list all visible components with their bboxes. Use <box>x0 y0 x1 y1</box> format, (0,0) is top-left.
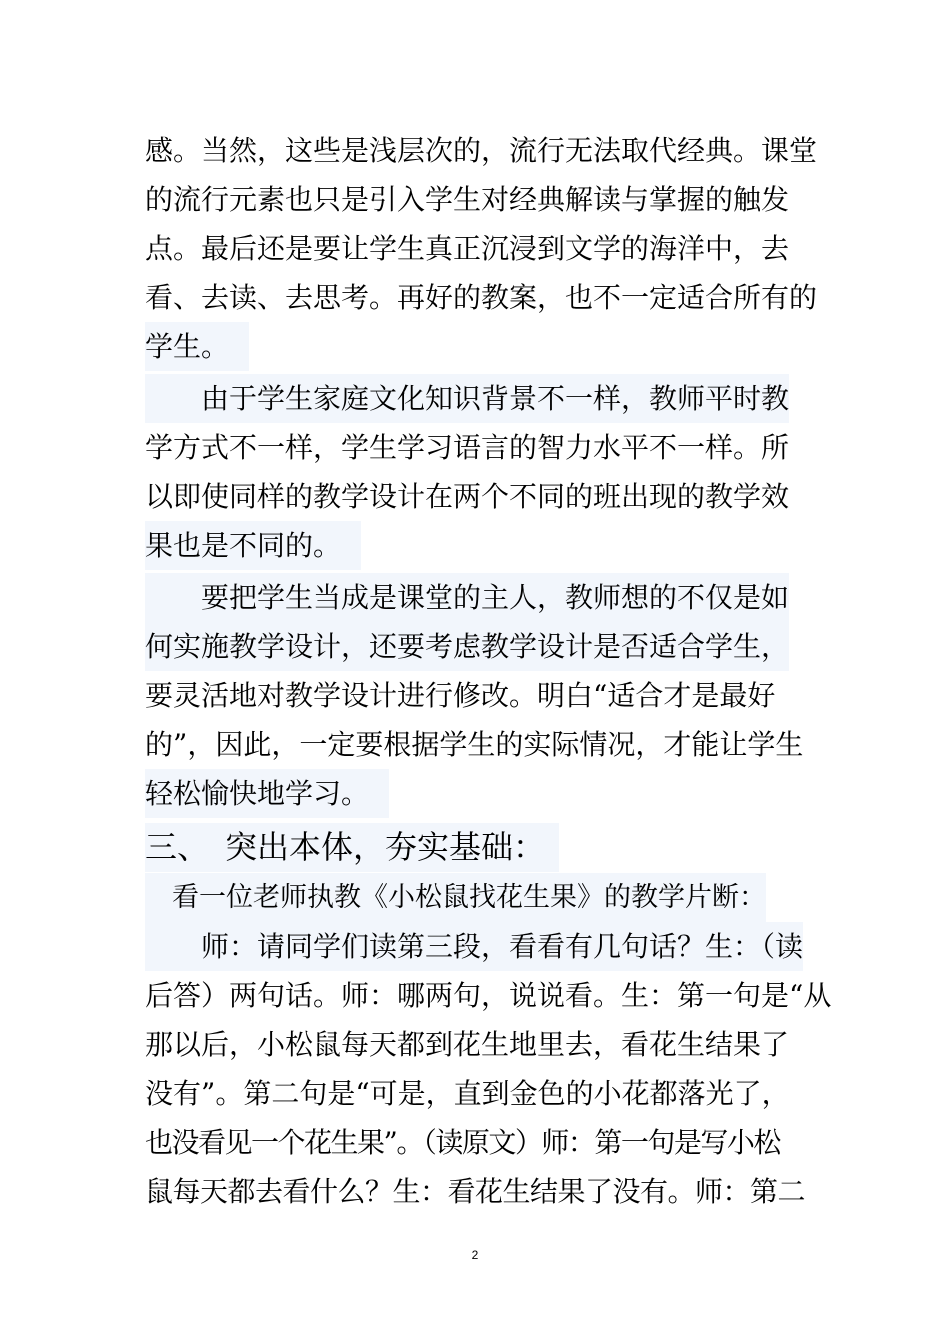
body-line: 师：请同学们读第三段，看看有几句话？生：（读 <box>145 922 803 971</box>
body-line: 感。当然，这些是浅层次的，流行无法取代经典。课堂 <box>145 134 818 167</box>
body-line: 学方式不一样，学生学习语言的智力水平不一样。所 <box>145 431 790 464</box>
body-line: 点。最后还是要让学生真正沉浸到文学的海洋中，去 <box>145 232 790 265</box>
body-line: 看一位老师执教《小松鼠找花生果》的教学片断： <box>145 873 766 922</box>
body-line: 何实施教学设计，还要考虑教学设计是否适合学生， <box>145 622 789 671</box>
body-line: 后答）两句话。师：哪两句，说说看。生：第一句是“从 <box>145 979 832 1012</box>
body-line: 轻松愉快地学习。 <box>145 769 389 818</box>
body-line: 要灵活地对教学设计进行修改。明白“适合才是最好 <box>145 679 776 712</box>
body-line: 由于学生家庭文化知识背景不一样，教师平时教 <box>145 374 789 423</box>
body-line: 看、去读、去思考。再好的教案，也不一定适合所有的 <box>145 281 818 314</box>
body-line: 要把学生当成是课堂的主人，教师想的不仅是如 <box>145 573 789 622</box>
body-line: 那以后，小松鼠每天都到花生地里去，看花生结果了 <box>145 1028 790 1061</box>
body-line: 的”，因此，一定要根据学生的实际情况，才能让学生 <box>145 728 804 761</box>
body-line: 果也是不同的。 <box>145 521 361 570</box>
section-heading: 三、 突出本体，夯实基础： <box>145 823 559 872</box>
body-line: 的流行元素也只是引入学生对经典解读与掌握的触发 <box>145 183 790 216</box>
body-line: 也没看见一个花生果”。（读原文）师：第一句是写小松 <box>145 1126 780 1159</box>
body-line: 以即使同样的教学设计在两个不同的班出现的教学效 <box>145 480 790 513</box>
body-line: 学生。 <box>145 322 249 371</box>
body-line: 鼠每天都去看什么？生：看花生结果了没有。师：第二 <box>145 1175 806 1208</box>
body-line: 没有”。第二句是“可是，直到金色的小花都落光了， <box>145 1077 790 1110</box>
page-number: 2 <box>471 1248 479 1262</box>
